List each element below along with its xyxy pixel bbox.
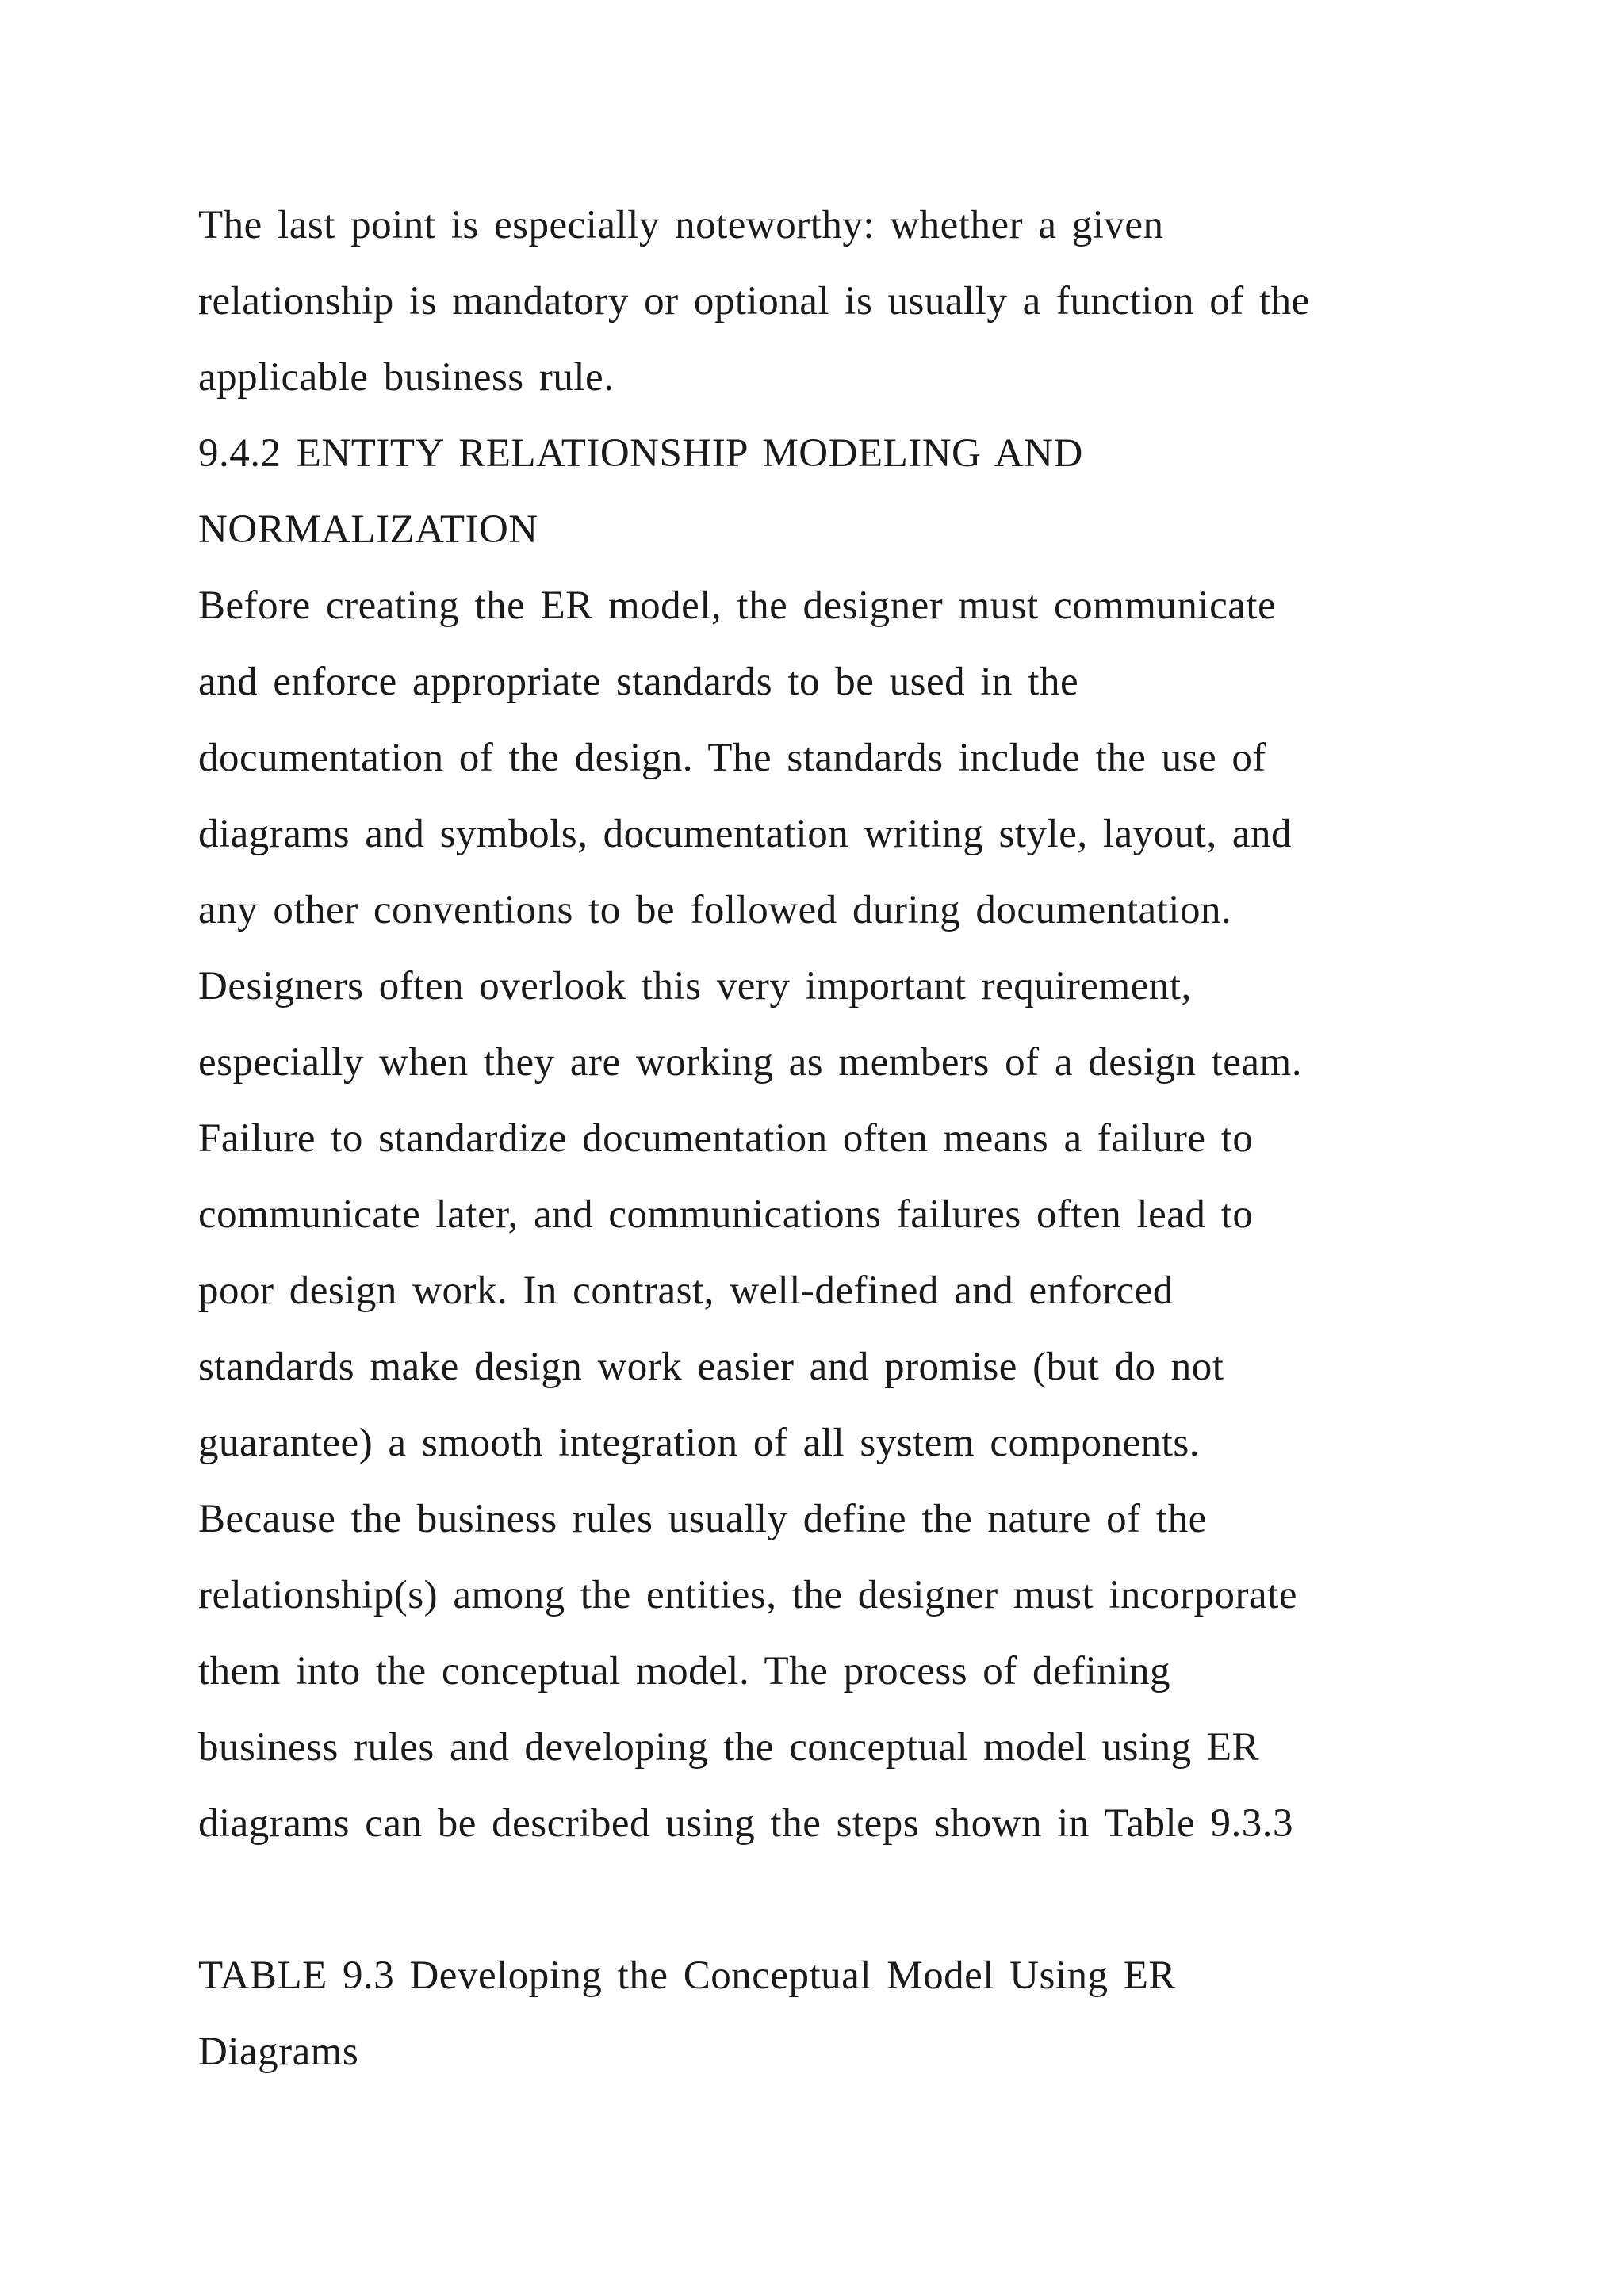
- paragraph-line: Before creating the ER model, the designer must communicate: [198, 584, 1277, 628]
- table-caption-line: Diagrams: [198, 2030, 359, 2074]
- paragraph-line: diagrams and symbols, documentation writing style, layout, and: [198, 812, 1292, 856]
- paragraph-line: Failure to standardize documentation often means a failure to: [198, 1116, 1254, 1161]
- paragraph-line: business rules and developing the conceptual model using ER: [198, 1725, 1260, 1770]
- paragraph-line: relationship(s) among the entities, the designer must incorporate: [198, 1573, 1297, 1617]
- paragraph-line: The last point is especially noteworthy: whether a given: [198, 203, 1164, 247]
- paragraph-line: especially when they are working as members of a design team.: [198, 1040, 1302, 1085]
- paragraph-line: them into the conceptual model. The process of defining: [198, 1649, 1170, 1693]
- paragraph-line: Designers often overlook this very important requirement,: [198, 964, 1192, 1008]
- paragraph-line: poor design work. In contrast, well-defined and enforced: [198, 1269, 1174, 1313]
- section-heading-line: NORMALIZATION: [198, 507, 538, 552]
- paragraph-line: communicate later, and communications failures often lead to: [198, 1192, 1254, 1237]
- blank-line: [198, 1862, 1499, 1938]
- section-heading-line: 9.4.2 ENTITY RELATIONSHIP MODELING AND: [198, 431, 1083, 476]
- paragraph-line: standards make design work easier and promise (but do not: [198, 1345, 1224, 1389]
- paragraph-line: diagrams can be described using the steps shown in Table 9.3.3: [198, 1801, 1294, 1846]
- paragraph-line: and enforce appropriate standards to be used in the: [198, 660, 1079, 704]
- body-text: [198, 187, 1499, 2090]
- paragraph-line: Because the business rules usually define the nature of the: [198, 1497, 1207, 1541]
- paragraph-line: documentation of the design. The standards include the use of: [198, 736, 1266, 780]
- paragraph-line: guarantee) a smooth integration of all system components.: [198, 1421, 1201, 1465]
- table-caption-line: TABLE 9.3 Developing the Conceptual Model Using ER: [198, 1954, 1176, 1998]
- paragraph-line: applicable business rule.: [198, 355, 615, 400]
- paragraph-line: any other conventions to be followed during documentation.: [198, 888, 1232, 932]
- paragraph-line: relationship is mandatory or optional is usually a function of the: [198, 279, 1310, 323]
